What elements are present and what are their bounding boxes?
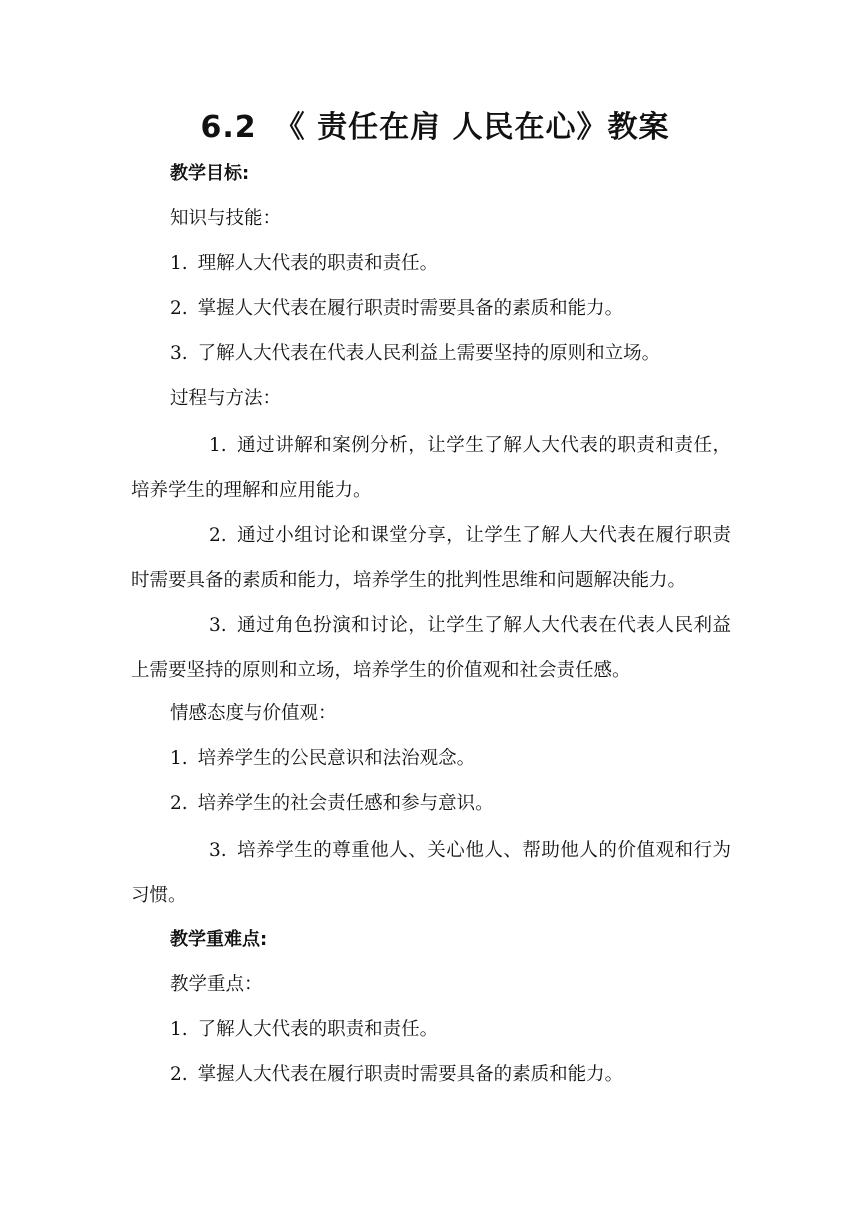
item-number: 1. (209, 435, 227, 456)
item-text: 通过角色扮演和讨论，让学生了解人大代表在代表人民利益上需要坚持的原则和立场，培养学生的价值观和社会责任感。 (131, 615, 731, 681)
item-number: 2. (170, 793, 188, 814)
emotion-item-3 (131, 828, 731, 918)
process-item-1 (131, 423, 731, 513)
knowledge-heading: 知识与技能： (170, 208, 282, 229)
item-text: 掌握人大代表在履行职责时需要具备的素质和能力。 (197, 298, 624, 319)
item-number: 3. (170, 343, 188, 364)
item-text: 培养学生的社会责任感和参与意识。 (197, 793, 494, 814)
emotion-item-2 (170, 790, 494, 818)
process-item-3 (131, 603, 731, 693)
focus-item-2 (170, 1061, 623, 1089)
item-number: 3. (209, 615, 227, 636)
knowledge-item-1 (170, 250, 438, 278)
title-number: 6.2 (200, 110, 257, 145)
objectives-heading: 教学目标: (170, 163, 250, 184)
item-number: 1. (170, 253, 188, 274)
item-text: 掌握人大代表在履行职责时需要具备的素质和能力。 (197, 1064, 624, 1085)
item-number: 1. (170, 1019, 188, 1040)
item-text: 培养学生的尊重他人、关心他人、帮助他人的价值观和行为习惯。 (131, 840, 731, 906)
item-text: 了解人大代表的职责和责任。 (197, 1019, 439, 1040)
knowledge-item-2 (170, 295, 623, 323)
document-title (0, 104, 860, 152)
item-text: 培养学生的公民意识和法治观念。 (197, 748, 476, 769)
emotion-heading: 情感态度与价值观： (170, 703, 337, 724)
item-number: 2. (209, 525, 227, 546)
process-heading: 过程与方法： (170, 388, 282, 409)
item-text: 通过小组讨论和课堂分享，让学生了解人大代表在履行职责时需要具备的素质和能力，培养学生的批判性思维和问题解决能力。 (131, 525, 731, 591)
item-number: 2. (170, 1064, 188, 1085)
item-text: 通过讲解和案例分析，让学生了解人大代表的职责和责任，培养学生的理解和应用能力。 (131, 435, 731, 501)
knowledge-item-3 (170, 340, 660, 368)
emotion-item-1 (170, 745, 475, 773)
focus-heading: 教学重点： (170, 974, 263, 995)
item-text: 了解人大代表在代表人民利益上需要坚持的原则和立场。 (197, 343, 661, 364)
item-number: 3. (209, 840, 227, 861)
item-number: 1. (170, 748, 188, 769)
title-text: 《 责任在肩 人民在心》教案 (274, 110, 670, 145)
item-text: 理解人大代表的职责和责任。 (197, 253, 439, 274)
focus-item-1 (170, 1016, 438, 1044)
item-number: 2. (170, 298, 188, 319)
process-item-2 (131, 513, 731, 603)
keypoints-heading: 教学重难点: (170, 929, 268, 950)
